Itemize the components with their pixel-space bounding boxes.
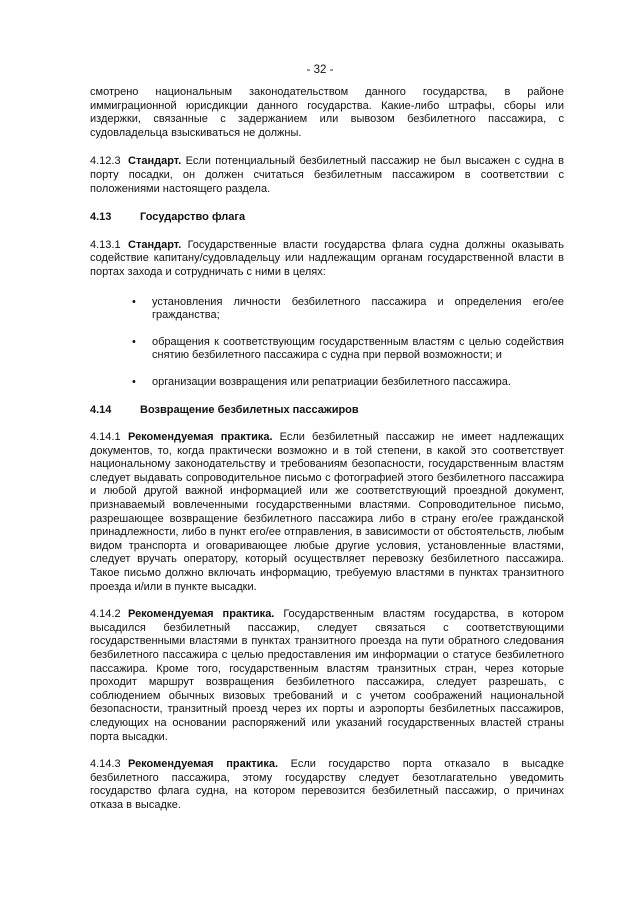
list-item	[90, 376, 564, 390]
paragraph-number: 4.14.3	[90, 758, 121, 771]
list-item	[90, 296, 564, 323]
paragraph-label: Рекомендуемая практика.	[128, 431, 273, 444]
list-item	[90, 336, 564, 363]
section-title: Государство флага	[140, 211, 246, 224]
section-heading-4-13	[90, 211, 564, 225]
paragraph-4-13-1	[90, 239, 564, 280]
bullet-icon: •	[132, 295, 136, 308]
bullet-icon: •	[132, 335, 136, 348]
paragraph-text: Государственным властям государства, в котором высадился безбилетный пассажир, следует связаться с соответствующими государственными властями в пунктах транзитного проезда на пути обратного следования безбилетного пассажира с целью предоставления им информации о статусе безбилетного пассажира. Кроме того, государственным властям транзитных стран, через которые проходит маршрут возвращения безбилетного пассажира, следует разрешать, с соблюдением обычных визовых требований и с учетом соображений национальной безопасности, транзитный проезд через их порты и аэропорты безбилетных пассажиров, следующих на основании распоряжений или указаний государственных властей страны порта высадки.	[90, 608, 564, 743]
list-item-text: обращения к соответствующим государственным властям с целью содействия снятию безбилетного пассажира с судна при первой возможности; и	[152, 335, 564, 362]
section-number: 4.13	[90, 211, 112, 224]
paragraph-label: Стандарт.	[128, 238, 182, 251]
document-body	[90, 86, 564, 813]
paragraph-label: Рекомендуемая практика.	[128, 608, 275, 621]
paragraph-text: Если безбилетный пассажир не имеет надлежащих документов, то, когда практически возможно и в той степени, в какой это соответствует национальному законодательству и требованиям безопасности, государственным властям следует выдавать сопроводительное письмо с фотографией этого безбилетного пассажира и любой другой важной информацией или же соответствующий проездной документ, признаваемый вовлеченными государственными властями. Сопроводительное письмо, разрешающее возвращение безбилетного пассажира либо в страну его/ее гражданской принадлежности, либо в пункт его/ее отправления, в зависимости от обстоятельств, любым видом транспорта и оговаривающее любые другие условия, установленные властями, следует вручать оператору, который осуществляет перевозку безбилетного пассажира. Такое письмо должно включать информацию, требуемую властями в пунктах транзитного проезда и/или в пункте высадки.	[90, 431, 564, 593]
paragraph-text: Если государство порта отказало в высадке безбилетного пассажира, этому государству следует безотлагательно уведомить государство флага судна, на котором перевозится безбилетный пассажир, о причинах отказа в высадке.	[90, 758, 564, 811]
paragraph-number: 4.14.2	[90, 608, 121, 621]
section-title: Возвращение безбилетных пассажиров	[140, 403, 359, 416]
section-heading-4-14	[90, 404, 564, 418]
paragraph-label: Рекомендуемая практика.	[128, 758, 279, 771]
paragraph-4-14-1	[90, 431, 564, 594]
paragraph-number: 4.13.1	[90, 238, 121, 251]
paragraph-continuation: смотрено национальным законодательством данного государства, в районе иммиграционной юрисдикции данного государства. Какие-либо штрафы, сборы или издержки, связанные с задержанием или вывозом безбилетного пассажира, с судовладельца взыскиваться не должны.	[90, 86, 564, 139]
section-number: 4.14	[90, 403, 112, 416]
paragraph-4-14-2	[90, 608, 564, 744]
paragraph-number: 4.12.3	[90, 155, 121, 168]
paragraph-text: Если потенциальный безбилетный пассажир не был высажен с судна в порту посадки, он должен считаться безбилетным пассажиром в соответствии с положениями настоящего раздела.	[90, 155, 564, 195]
paragraph-label: Стандарт.	[128, 155, 182, 168]
paragraph-number: 4.14.1	[90, 431, 121, 444]
paragraph-4-14-3	[90, 758, 564, 812]
paragraph-4-12-3	[90, 155, 564, 196]
paragraph-text: Государственные власти государства флага судна должны оказывать содействие капитану/судовладельцу или надлежащим органам государственной власти в портах захода и сотрудничать с ними в целях:	[90, 238, 564, 278]
list-item-text: организации возвращения или репатриации безбилетного пассажира.	[152, 375, 511, 388]
page-number: - 32 -	[306, 64, 334, 76]
bullet-list	[90, 296, 564, 390]
bullet-icon: •	[132, 375, 136, 388]
list-item-text: установления личности безбилетного пассажира и определения его/ее гражданства;	[152, 295, 564, 322]
